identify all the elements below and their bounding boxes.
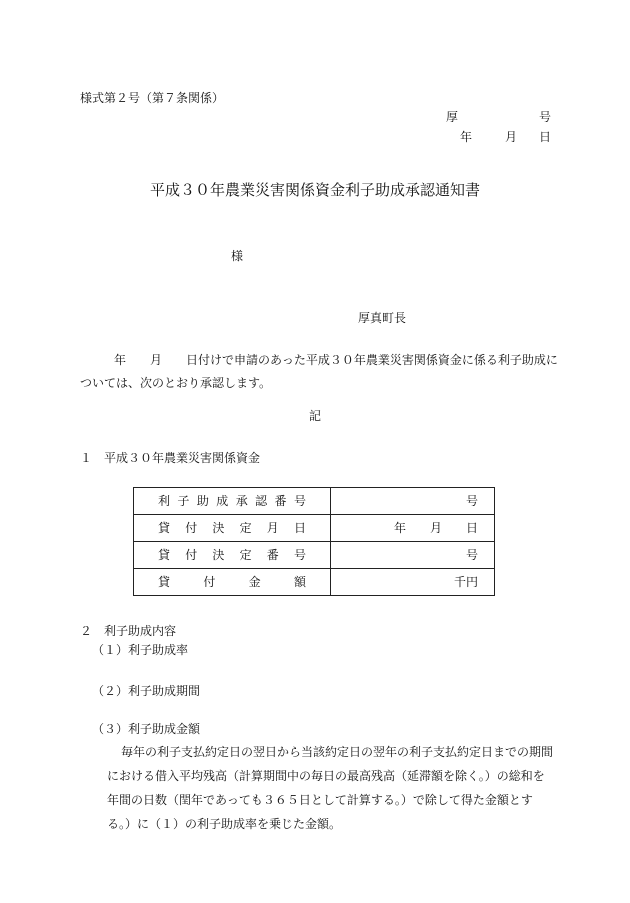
loan-info-table <box>133 487 495 596</box>
ki-marker: 記 <box>308 409 321 423</box>
reference-suffix: 号 <box>538 110 551 124</box>
issuer-name: 厚真町長 <box>358 311 407 325</box>
table-row <box>134 542 495 569</box>
row-value: 年 月 日 <box>331 515 495 542</box>
amount-description: 毎年の利子支払約定日の翌日から当該約定日の翌年の利子支払約定日までの期間における借入平均残高（計算期間中の毎日の最高残高（延滞額を除く。）の総和を年間の日数（閏年であっても３６５日として計算する。）で除して得た金額とする。）に（１）の利子助成率を乗じた金額。 <box>107 745 554 831</box>
table-row <box>134 515 495 542</box>
date-day: 日 <box>538 130 551 144</box>
row-value: 号 <box>331 542 495 569</box>
table-row <box>134 569 495 596</box>
subsection-amount: （３）利子助成金額 <box>92 722 201 736</box>
row-label: 利子助成承認番号 <box>134 488 331 515</box>
subsection-rate: （１）利子助成率 <box>92 643 189 657</box>
table-row <box>134 488 495 515</box>
form-number: 様式第２号（第７条関係） <box>80 91 225 105</box>
date-month: 月 <box>505 130 518 144</box>
reference-prefix: 厚 <box>446 110 459 124</box>
row-value: 号 <box>331 488 495 515</box>
row-value: 千円 <box>331 569 495 596</box>
addressee-suffix: 様 <box>231 249 244 263</box>
subsection-period: （２）利子助成期間 <box>92 684 201 698</box>
section2-heading: ２ 利子助成内容 <box>80 624 177 638</box>
document-title: 平成３０年農業災害関係資金利子助成承認通知書 <box>149 181 480 199</box>
date-year: 年 <box>460 130 473 144</box>
row-label: 貸付金額 <box>134 569 331 596</box>
row-label: 貸付決定月日 <box>134 515 331 542</box>
section1-heading: １ 平成３０年農業災害関係資金 <box>80 451 261 465</box>
row-label: 貸付決定番号 <box>134 542 331 569</box>
body-paragraph: 年 月 日付けで申請のあった平成３０年農業災害関係資金に係る利子助成については、次のとおり承認します。 <box>80 353 558 390</box>
